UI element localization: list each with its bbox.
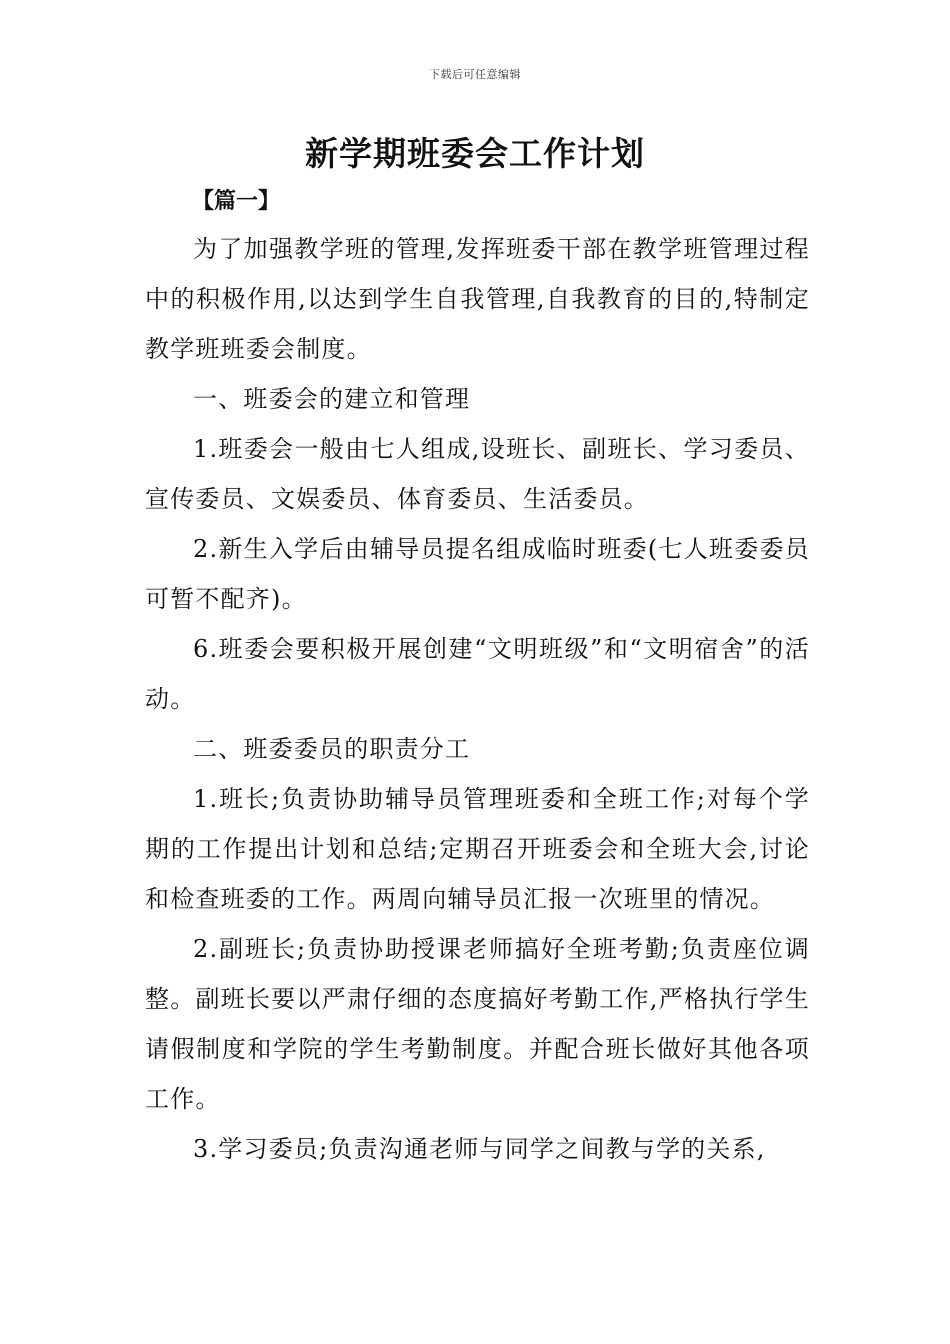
paragraph: 1.班长;负责协助辅导员管理班委和全班工作;对每个学期的工作提出计划和总结;定期召开班委会和全班大会,讨论和检查班委的工作。两周向辅导员汇报一次班里的情况。 xyxy=(145,785,810,913)
header-note: 下载后可任意编辑 xyxy=(429,68,521,81)
paragraph: 2.副班长;负责协助授课老师搞好全班考勤;负责座位调整。副班长要以严肃仔细的态度搞好考勤工作,严格执行学生请假制度和学院的学生考勤制度。并配合班长做好其他各项工作。 xyxy=(145,935,810,1113)
paragraph: 为了加强教学班的管理,发挥班委干部在教学班管理过程中的积极作用,以达到学生自我管理,自我教育的目的,特制定教学班班委会制度。 xyxy=(145,235,810,363)
paragraph: 2.新生入学后由辅导员提名组成临时班委(七人班委委员可暂不配齐)。 xyxy=(145,535,810,613)
document-title: 新学期班委会工作计划 xyxy=(305,134,645,173)
section-heading: 一、班委会的建立和管理 xyxy=(193,385,471,413)
paragraph: 6.班委会要积极开展创建“文明班级”和“文明宿舍”的活动。 xyxy=(145,635,810,713)
document-body xyxy=(145,224,810,1174)
paragraph: 1.班委会一般由七人组成,设班长、副班长、学习委员、宣传委员、文娱委员、体育委员、生活委员。 xyxy=(145,435,810,513)
paragraph: 3.学习委员;负责沟通老师与同学之间教与学的关系, xyxy=(193,1135,766,1163)
section-heading: 二、班委委员的职责分工 xyxy=(193,735,471,763)
section-tag: 【篇一】 xyxy=(192,189,281,214)
